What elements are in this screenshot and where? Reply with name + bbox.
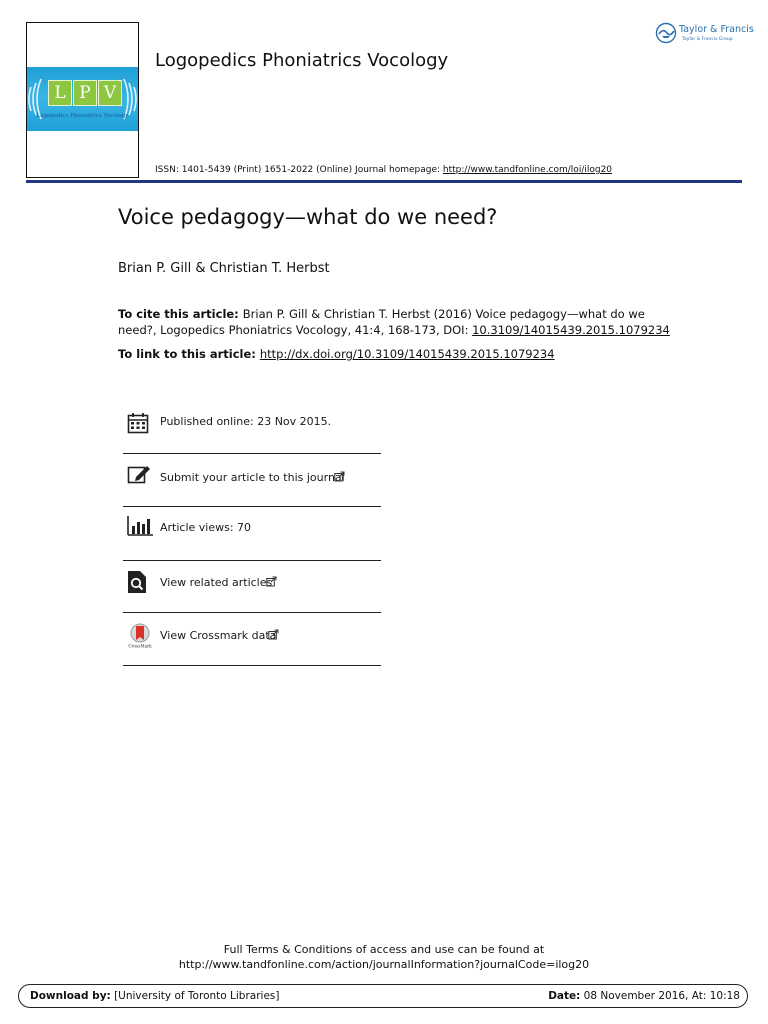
article-link-line xyxy=(118,347,555,361)
download-date xyxy=(548,990,740,1002)
download-by-value: [University of Toronto Libraries] xyxy=(110,990,280,1002)
cover-letter-v: V xyxy=(98,80,122,106)
article-views-row xyxy=(123,512,381,552)
published-date: Published online: 23 Nov 2015. xyxy=(160,415,332,428)
terms-notice xyxy=(0,942,768,972)
divider xyxy=(123,453,381,454)
edit-icon xyxy=(127,463,151,485)
header-rule xyxy=(26,180,742,183)
citation-text: Brian P. Gill & Christian T. Herbst (2016) Voice pedagogy—what do we need?, Logopedics Phoniatrics Vocology, 41:4, 168-173, DOI: xyxy=(118,307,645,337)
submit-article-link[interactable] xyxy=(123,460,381,500)
article-title: Voice pedagogy—what do we need? xyxy=(118,205,498,229)
article-views: Article views: 70 xyxy=(160,521,252,534)
divider xyxy=(123,506,381,507)
journal-homepage-link[interactable]: http://www.tandfonline.com/loi/ilog20 xyxy=(442,165,613,175)
crossmark-link[interactable] xyxy=(123,620,381,658)
published-row xyxy=(123,408,381,438)
article-doi-url[interactable]: http://dx.doi.org/10.3109/14015439.2015.1079234 xyxy=(259,347,555,361)
terms-url[interactable]: http://www.tandfonline.com/action/journalInformation?journalCode=ilog20 xyxy=(178,958,590,971)
citation-doi-link[interactable]: 10.3109/14015439.2015.1079234 xyxy=(472,323,670,337)
citation xyxy=(118,306,678,338)
divider xyxy=(123,612,381,613)
issn-line xyxy=(155,165,612,175)
download-by xyxy=(30,990,279,1002)
bar-chart-icon xyxy=(127,516,153,536)
cover-subtitle: Logopedics Phoniatrics Vocology xyxy=(36,113,129,119)
taylor-francis-logo-icon xyxy=(655,22,677,44)
external-link-icon xyxy=(268,629,279,640)
issn-text: ISSN: 1401-5439 (Print) 1651-2022 (Online) Journal homepage: xyxy=(155,165,443,175)
external-link-icon xyxy=(266,576,277,587)
divider xyxy=(123,665,381,666)
publisher-group: Taylor & Francis Group xyxy=(682,37,733,42)
citation-label: To cite this article: xyxy=(118,307,243,321)
document-search-icon xyxy=(127,570,147,594)
article-authors: Brian P. Gill & Christian T. Herbst xyxy=(118,261,330,276)
calendar-icon xyxy=(127,412,149,434)
submit-article-label: Submit your article to this journal xyxy=(160,471,345,484)
download-date-label: Date: xyxy=(548,990,581,1002)
crossmark-label: View Crossmark data xyxy=(160,629,277,642)
link-label: To link to this article: xyxy=(118,347,260,361)
publisher-name: Taylor & Francis xyxy=(679,24,754,35)
journal-cover xyxy=(26,22,139,178)
divider xyxy=(123,560,381,561)
download-date-value: 08 November 2016, At: 10:18 xyxy=(580,990,740,1002)
related-articles-link[interactable] xyxy=(123,566,381,606)
cover-letter-l: L xyxy=(48,80,72,106)
external-link-icon xyxy=(334,471,345,482)
terms-line-1: Full Terms & Conditions of access and use can be found at xyxy=(223,943,545,956)
cover-letter-p: P xyxy=(73,80,97,106)
download-by-label: Download by: xyxy=(30,990,111,1002)
related-articles-label: View related articles xyxy=(160,576,273,589)
download-info-bar xyxy=(18,984,748,1008)
crossmark-icon-text: CrossMark xyxy=(128,643,152,648)
journal-title: Logopedics Phoniatrics Vocology xyxy=(155,50,449,71)
crossmark-icon xyxy=(127,622,153,648)
